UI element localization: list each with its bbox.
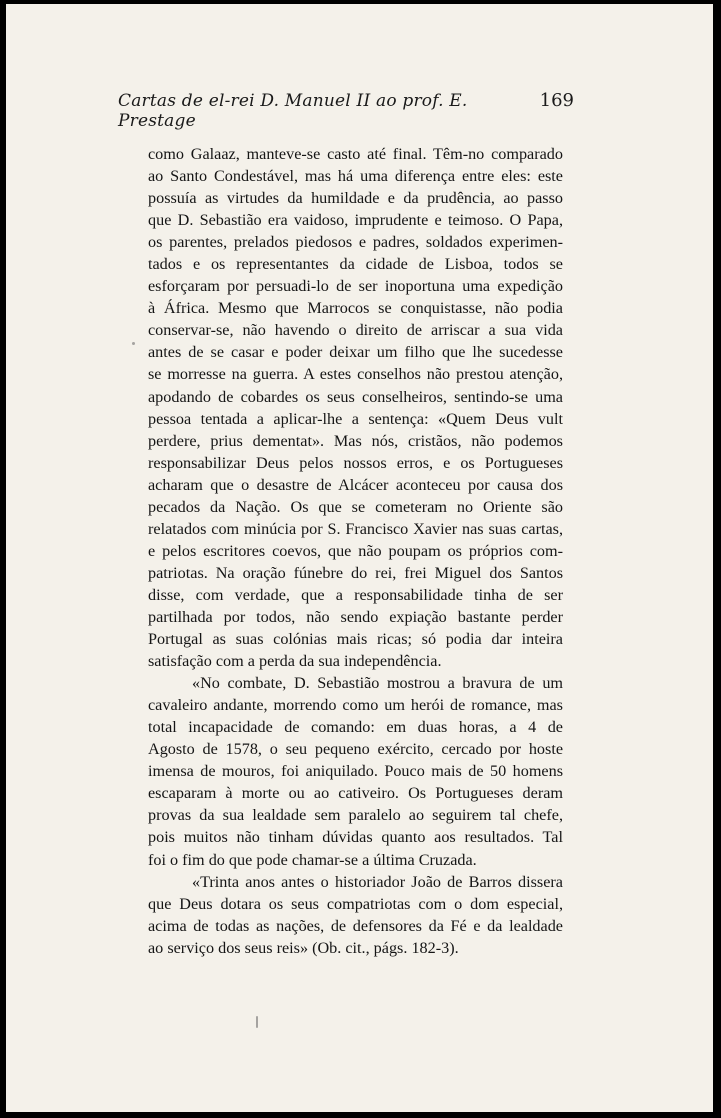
text-line: disse, com verdade, que a responsabilidade tinha de ser: [148, 585, 563, 604]
running-title: Cartas de el-rei D. Manuel II ao prof. E. Prestage: [118, 91, 468, 131]
text-line: à África. Mesmo que Marrocos se conquistasse, não podia: [148, 299, 563, 318]
text-line: que D. Sebastião era vaidoso, imprudente e teimoso. O Papa,: [148, 211, 563, 230]
text-line: imensa de mouros, foi aniquilado. Pouco mais de 50 homens: [148, 762, 563, 781]
text-line: patriotas. Na oração fúnebre do rei, frei Miguel dos Santos: [148, 563, 563, 582]
text-line: se morresse na guerra. A estes conselhos não prestou atenção,: [148, 365, 563, 384]
text-line: acima de todas as nações, de defensores da Fé e da lealdade: [148, 916, 563, 935]
scan-speck: [256, 1016, 258, 1028]
text-line: conservar-se, não havendo o direito de arriscar a sua vida: [148, 321, 563, 340]
text-line: cavaleiro andante, morrendo como um herói de romance, mas: [148, 696, 563, 715]
text-line: pecados da Nação. Os que se cometeram no Oriente são: [148, 497, 563, 516]
page-frame: [6, 4, 713, 1112]
text-line: Portugal as suas colónias mais ricas; só podia dar inteira: [148, 630, 563, 649]
page-number: 169: [539, 90, 574, 111]
paragraph-first-line: «Trinta anos antes o historiador João de Barros dissera: [192, 872, 563, 891]
book-page: [6, 4, 713, 1112]
text-line: pois muitos não tinham dúvidas quanto aos resultados. Tal: [148, 828, 563, 847]
text-line: partilhada por todos, não sendo expiação bastante perder: [148, 607, 563, 626]
page-header: [118, 90, 574, 131]
text-line: antes de se casar e poder deixar um filho que lhe sucedesse: [148, 343, 563, 362]
text-line: Agosto de 1578, o seu pequeno exército, cercado por hoste: [148, 740, 563, 759]
text-line: tados e os representantes da cidade de Lisboa, todos se: [148, 255, 563, 274]
text-line: acharam que o desastre de Alcácer aconteceu por causa dos: [148, 475, 563, 494]
text-line: como Galaaz, manteve-se casto até final. Têm-no comparado: [148, 145, 563, 163]
text-line: ao Santo Condestável, mas há uma diferença entre eles: este: [148, 167, 563, 186]
text-line: relatados com minúcia por S. Francisco Xavier nas suas cartas,: [148, 519, 563, 538]
text-line: perdere, prius dementat». Mas nós, cristãos, não podemos: [148, 431, 563, 450]
text-line: total incapacidade de comando: em duas horas, a 4 de: [148, 718, 563, 737]
paragraph-last-line: foi o fim do que pode chamar-se a última Cruzada.: [148, 850, 477, 869]
paragraph-first-line: «No combate, D. Sebastião mostrou a bravura de um: [192, 674, 563, 693]
text-line: provas da sua lealdade sem paralelo ao seguirem tal chefe,: [148, 806, 563, 825]
text-line: e pelos escritores coevos, que não poupam os próprios com-: [148, 541, 563, 560]
paragraph-last-line: satisfação com a perda da sua independência.: [148, 652, 442, 671]
text-line: que Deus dotara os seus compatriotas com o dom especial,: [148, 894, 563, 913]
paragraph-last-line: ao serviço dos seus reis» (Ob. cit., págs. 182-3).: [148, 938, 459, 957]
text-line: responsabilizar Deus pelos nossos erros, e os Portugueses: [148, 453, 563, 472]
text-line: escaparam à morte ou ao cativeiro. Os Portugueses deram: [148, 784, 563, 803]
text-line: os parentes, prelados piedosos e padres, soldados experimen-: [148, 233, 563, 252]
scan-speck: [132, 342, 135, 345]
text-line: possuía as virtudes da humildade e da prudência, ao passo: [148, 189, 563, 208]
text-line: esforçaram por persuadi-lo de ser inoportuna uma expedição: [148, 277, 563, 296]
text-line: apodando de cobardes os seus conselheiros, sentindo-se uma: [148, 387, 563, 406]
body-text: [148, 143, 563, 959]
text-line: pessoa tentada a aplicar-lhe a sentença: «Quem Deus vult: [148, 409, 563, 428]
